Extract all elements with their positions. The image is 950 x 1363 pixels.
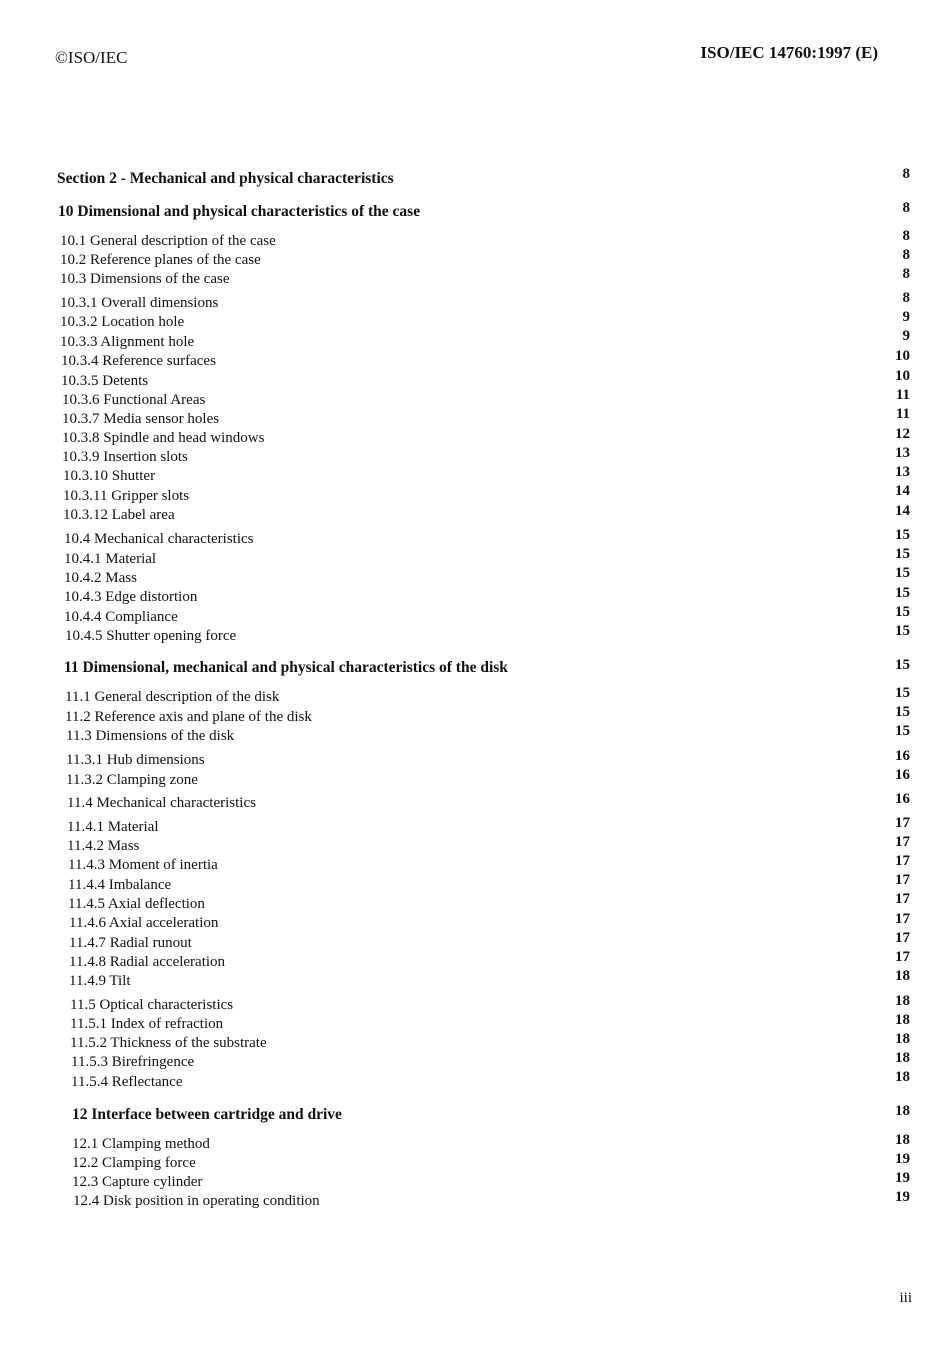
toc-entry-title: 12.3 Capture cylinder [72, 1174, 203, 1190]
toc-entry-page: 15 [895, 623, 910, 639]
toc-entry-page: 9 [902, 328, 910, 344]
toc-entry-title: 11.5.2 Thickness of the substrate [70, 1035, 267, 1051]
toc-entry-page: 17 [895, 911, 910, 927]
toc-entry-title: 10.4.2 Mass [64, 570, 137, 586]
toc-entry-title: 11.4.6 Axial acceleration [69, 915, 219, 931]
toc-entry-title: 11.5.1 Index of refraction [70, 1016, 224, 1032]
toc-entry-page: 15 [895, 685, 910, 701]
toc-entry-title: 11.3.2 Clamping zone [66, 772, 198, 788]
toc-entry-page: 8 [902, 166, 910, 182]
toc-entry-page: 15 [895, 565, 910, 581]
toc-entry-title: 11.4.5 Axial deflection [68, 896, 205, 912]
page-number: iii [899, 1290, 912, 1306]
toc-entry-title: 11.5.3 Birefringence [71, 1054, 195, 1070]
toc-entry-title: 10.3.2 Location hole [60, 314, 185, 330]
toc-entry-title: 11.4.2 Mass [67, 838, 140, 854]
toc-entry-page: 18 [895, 1050, 910, 1066]
toc-entry-title: 10.3.8 Spindle and head windows [62, 430, 265, 446]
toc-entry-title: 10.3.1 Overall dimensions [60, 295, 219, 311]
toc-entry-title: 11 Dimensional, mechanical and physical characteristics of the disk [64, 659, 508, 676]
toc-entry-title: 10.2 Reference planes of the case [60, 252, 261, 268]
toc-entry-page: 19 [895, 1170, 910, 1186]
toc-entry-title: 12 Interface between cartridge and drive [72, 1106, 342, 1123]
toc-entry-title: 11.4.4 Imbalance [68, 877, 172, 893]
toc-entry-page: 15 [895, 585, 910, 601]
toc-entry-page: 16 [895, 767, 910, 783]
toc-entry-page: 8 [902, 247, 910, 263]
toc-entry-title: 10.4.4 Compliance [64, 609, 178, 625]
toc-entry-page: 17 [895, 949, 910, 965]
toc-entry-page: 18 [895, 1103, 910, 1119]
toc-entry-title: 11.2 Reference axis and plane of the disk [65, 709, 312, 725]
toc-entry-page: 17 [895, 872, 910, 888]
toc-entry-page: 12 [895, 426, 910, 442]
toc-entry-page: 8 [902, 290, 910, 306]
toc-entry-title: 10.3.12 Label area [63, 507, 175, 523]
toc-entry-page: 15 [895, 723, 910, 739]
toc-entry-title: 11.1 General description of the disk [65, 689, 280, 705]
toc-entry-title: 10.3.4 Reference surfaces [61, 353, 216, 369]
toc-entry-title: 11.4 Mechanical characteristics [67, 795, 256, 811]
toc-entry-title: 11.5.4 Reflectance [71, 1074, 183, 1090]
toc-entry-page: 11 [895, 406, 910, 422]
toc-entry-title: 10.3.5 Detents [61, 373, 149, 389]
toc-entry-page: 18 [895, 1012, 910, 1028]
toc-entry-page: 15 [895, 546, 910, 562]
toc-entry-title: 11.4.3 Moment of inertia [68, 857, 218, 873]
toc-entry-title: 10.4.3 Edge distortion [64, 589, 198, 605]
toc-entry-page: 11 [895, 387, 910, 403]
toc-entry-title: 10.3.7 Media sensor holes [62, 411, 220, 427]
toc-entry-page: 18 [895, 968, 910, 984]
toc-entry-page: 17 [895, 891, 910, 907]
toc-entry-page: 10 [895, 368, 910, 384]
toc-entry-page: 8 [902, 266, 910, 282]
header-copyright: ©ISO/IEC [55, 48, 128, 67]
toc-entry-title: 10.4.1 Material [64, 551, 157, 567]
toc-entry-title: 10.3.3 Alignment hole [60, 334, 195, 350]
toc-entry-title: 10.3 Dimensions of the case [60, 271, 230, 287]
toc-entry-page: 19 [895, 1151, 910, 1167]
toc-entry-page: 19 [895, 1189, 910, 1205]
toc-entry-page: 17 [895, 930, 910, 946]
toc-entry-page: 17 [895, 834, 910, 850]
toc-entry-title: 11.4.8 Radial acceleration [69, 954, 226, 970]
toc-entry-page: 16 [895, 791, 910, 807]
toc-entry-page: 14 [895, 483, 910, 499]
toc-entry-title: 11.3.1 Hub dimensions [66, 752, 205, 768]
toc-entry-page: 14 [895, 503, 910, 519]
toc-entry-page: 18 [895, 1031, 910, 1047]
toc-entry-title: 12.1 Clamping method [72, 1136, 210, 1152]
toc-entry-page: 17 [895, 853, 910, 869]
toc-entry-page: 8 [902, 200, 910, 216]
toc-entry-page: 17 [895, 815, 910, 831]
toc-entry-title: Section 2 - Mechanical and physical characteristics [57, 170, 394, 187]
toc-entry-title: 10.3.10 Shutter [63, 468, 156, 484]
toc-entry-page: 13 [895, 445, 910, 461]
toc-entry-title: 12.4 Disk position in operating condition [73, 1193, 320, 1209]
toc-entry-page: 18 [895, 1132, 910, 1148]
toc-entry-page: 16 [895, 748, 910, 764]
toc-entry-title: 10.4.5 Shutter opening force [65, 628, 237, 644]
toc-entry-title: 11.4.1 Material [67, 819, 159, 835]
toc-entry-title: 10.3.11 Gripper slots [63, 488, 190, 504]
toc-entry-title: 12.2 Clamping force [72, 1155, 196, 1171]
toc-entry-page: 13 [895, 464, 910, 480]
toc-entry-title: 11.3 Dimensions of the disk [66, 728, 235, 744]
toc-entry-page: 15 [895, 704, 910, 720]
header-document-id: ISO/IEC 14760:1997 (E) [700, 43, 878, 62]
toc-entry-page: 15 [895, 604, 910, 620]
toc-entry-title: 10 Dimensional and physical characteristics of the case [58, 203, 421, 220]
toc-entry-page: 15 [895, 527, 910, 543]
toc-entry-page: 18 [895, 1069, 910, 1085]
toc-entry-title: 11.4.9 Tilt [69, 973, 131, 989]
toc-entry-page: 15 [895, 657, 910, 673]
toc-entry-page: 18 [895, 993, 910, 1009]
toc-entry-title: 11.4.7 Radial runout [69, 935, 192, 951]
toc-entry-page: 10 [895, 348, 910, 364]
toc-entry-title: 10.3.9 Insertion slots [62, 449, 188, 465]
toc-entry-title: 10.3.6 Functional Areas [62, 392, 206, 408]
toc-entry-title: 10.1 General description of the case [60, 233, 276, 249]
toc-entry-title: 10.4 Mechanical characteristics [64, 531, 254, 547]
toc-entry-title: 11.5 Optical characteristics [70, 997, 234, 1013]
toc-entry-page: 9 [902, 309, 910, 325]
toc-entry-page: 8 [902, 228, 910, 244]
